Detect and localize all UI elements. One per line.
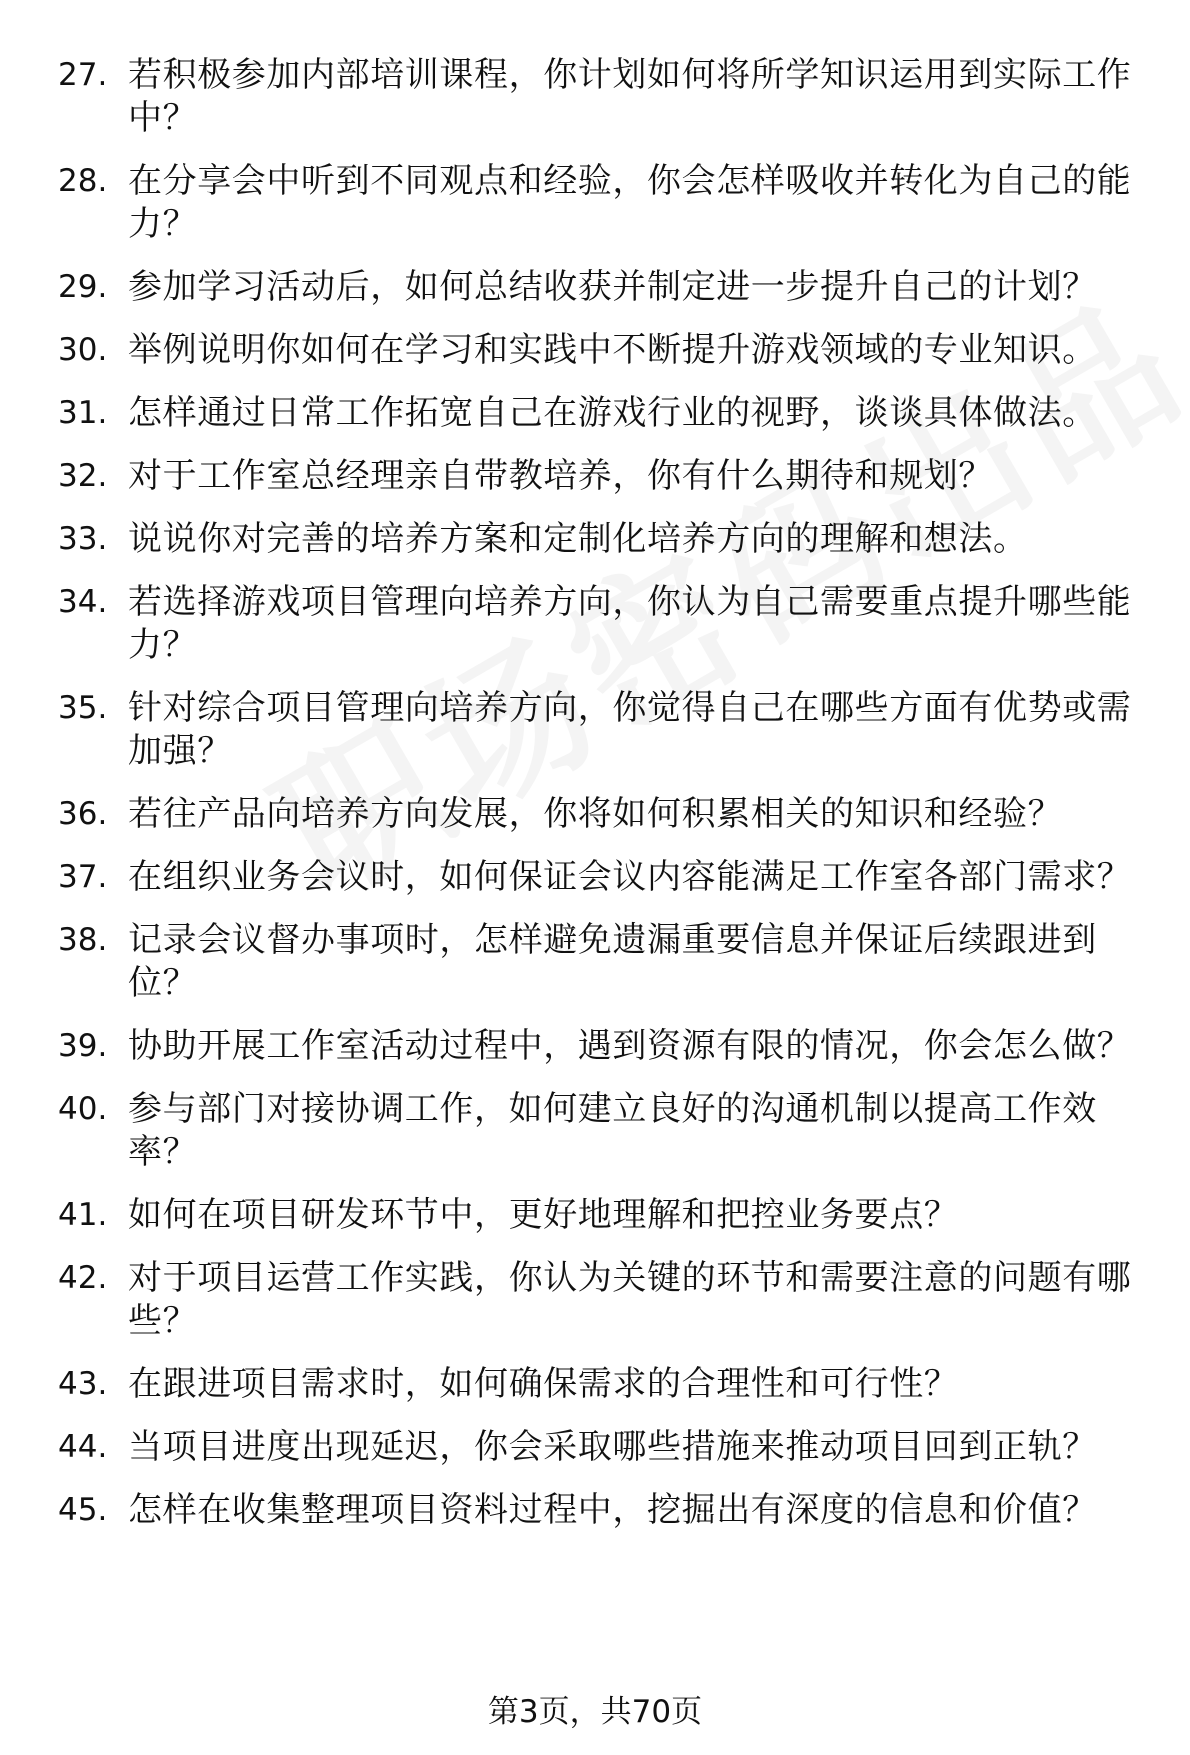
question-number: 43. xyxy=(58,1366,108,1402)
question-number: 36. xyxy=(58,796,108,832)
question-item xyxy=(0,1489,1190,1532)
page-footer: 第3页，共70页 xyxy=(487,1694,703,1730)
question-text: 说说你对完善的培养方案和定制化培养方向的理解和想法。 xyxy=(128,519,1028,559)
question-item xyxy=(0,455,1190,498)
question-number: 35. xyxy=(58,690,108,726)
question-item xyxy=(0,1363,1190,1406)
question-number: 38. xyxy=(58,922,108,958)
question-text: 参加学习活动后，如何总结收获并制定进一步提升自己的计划？ xyxy=(128,267,1097,307)
question-number: 33. xyxy=(58,521,108,557)
question-number: 27. xyxy=(58,57,108,93)
question-text: 记录会议督办事项时，怎样避免遗漏重要信息并保证后续跟进到位？ xyxy=(128,920,1097,1003)
question-item xyxy=(0,329,1190,372)
question-text: 在组织业务会议时，如何保证会议内容能满足工作室各部门需求？ xyxy=(128,857,1132,897)
question-text: 针对综合项目管理向培养方向，你觉得自己在哪些方面有优势或需加强？ xyxy=(128,688,1132,771)
question-text: 在跟进项目需求时，如何确保需求的合理性和可行性？ xyxy=(128,1364,959,1404)
question-item xyxy=(0,266,1190,309)
question-text: 对于工作室总经理亲自带教培养，你有什么期待和规划？ xyxy=(128,456,993,496)
question-item xyxy=(0,518,1190,561)
question-item xyxy=(0,581,1190,667)
question-number: 37. xyxy=(58,859,108,895)
question-text: 参与部门对接协调工作，如何建立良好的沟通机制以提高工作效率？ xyxy=(128,1089,1097,1172)
question-text: 怎样在收集整理项目资料过程中，挖掘出有深度的信息和价值？ xyxy=(128,1490,1097,1530)
question-text: 若积极参加内部培训课程，你计划如何将所学知识运用到实际工作中？ xyxy=(128,55,1132,138)
question-number: 45. xyxy=(58,1492,108,1528)
question-text: 若往产品向培养方向发展，你将如何积累相关的知识和经验？ xyxy=(128,794,1063,834)
question-number: 39. xyxy=(58,1028,108,1064)
question-text: 协助开展工作室活动过程中，遇到资源有限的情况，你会怎么做？ xyxy=(128,1026,1132,1066)
question-item xyxy=(0,1426,1190,1469)
question-item xyxy=(0,856,1190,899)
question-number: 41. xyxy=(58,1197,108,1233)
question-text: 怎样通过日常工作拓宽自己在游戏行业的视野，谈谈具体做法。 xyxy=(128,393,1097,433)
question-number: 42. xyxy=(58,1260,108,1296)
question-item xyxy=(0,1025,1190,1068)
question-text: 若选择游戏项目管理向培养方向，你认为自己需要重点提升哪些能力？ xyxy=(128,582,1132,665)
question-list xyxy=(0,54,1190,1552)
question-number: 31. xyxy=(58,395,108,431)
question-item xyxy=(0,1194,1190,1237)
question-text: 如何在项目研发环节中，更好地理解和把控业务要点？ xyxy=(128,1195,959,1235)
question-number: 40. xyxy=(58,1091,108,1127)
question-text: 对于项目运营工作实践，你认为关键的环节和需要注意的问题有哪些？ xyxy=(128,1258,1132,1341)
question-item xyxy=(0,1088,1190,1174)
question-item xyxy=(0,392,1190,435)
question-number: 28. xyxy=(58,163,108,199)
question-item xyxy=(0,54,1190,140)
question-number: 29. xyxy=(58,269,108,305)
question-number: 34. xyxy=(58,584,108,620)
question-item xyxy=(0,687,1190,773)
question-item xyxy=(0,1257,1190,1343)
question-number: 44. xyxy=(58,1429,108,1465)
question-item xyxy=(0,793,1190,836)
question-text: 举例说明你如何在学习和实践中不断提升游戏领域的专业知识。 xyxy=(128,330,1097,370)
question-text: 在分享会中听到不同观点和经验，你会怎样吸收并转化为自己的能力？ xyxy=(128,161,1132,244)
question-number: 30. xyxy=(58,332,108,368)
question-item xyxy=(0,160,1190,246)
question-item xyxy=(0,919,1190,1005)
question-text: 当项目进度出现延迟，你会采取哪些措施来推动项目回到正轨？ xyxy=(128,1427,1097,1467)
question-number: 32. xyxy=(58,458,108,494)
